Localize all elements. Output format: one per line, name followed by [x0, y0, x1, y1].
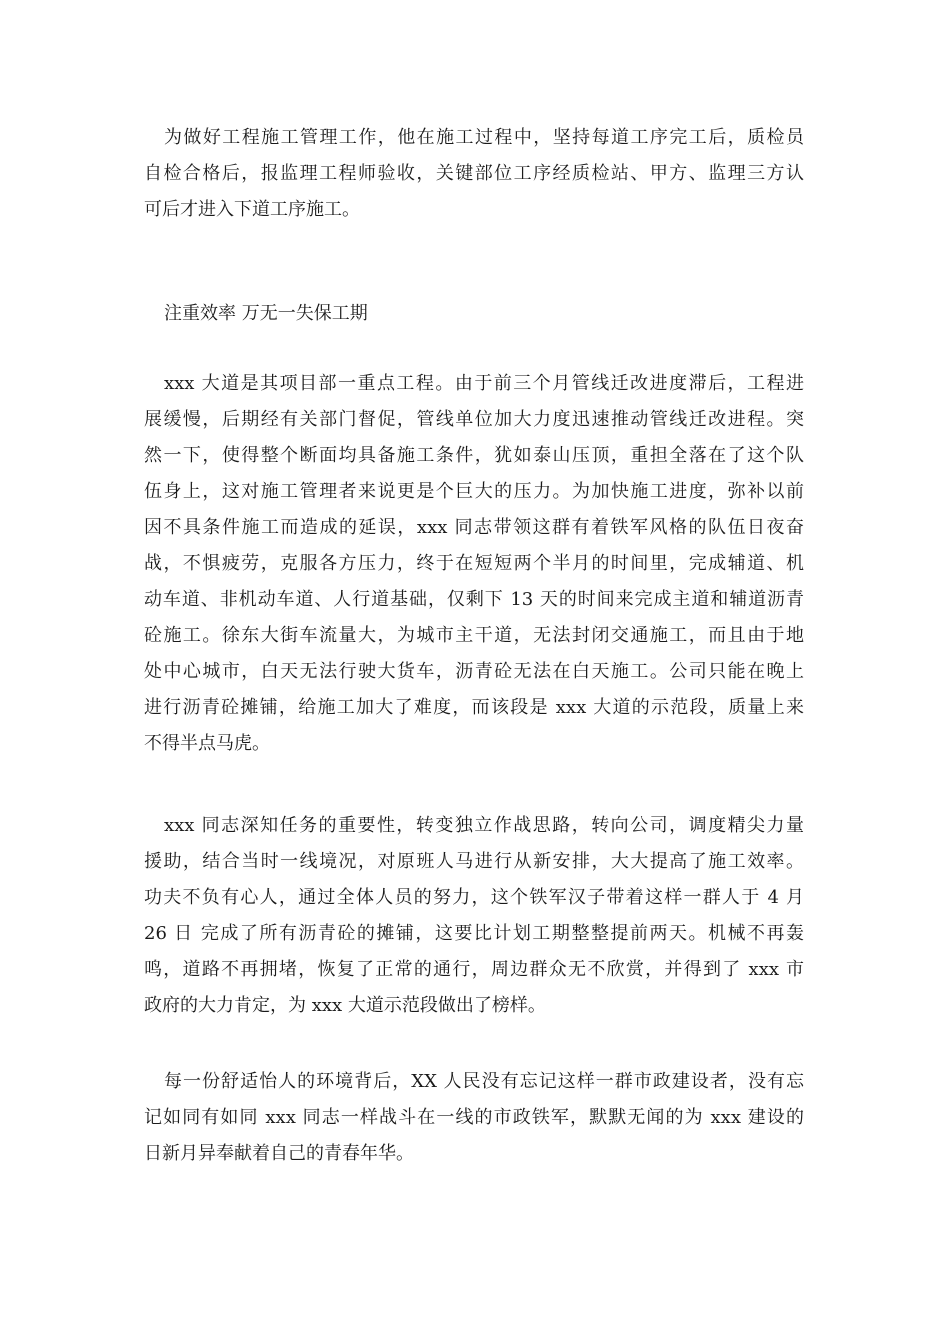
- text-line: 功夫不负有心人，通过全体人员的努力，这个铁军汉子带着这样一群人于 4 月: [144, 887, 804, 908]
- text-line: 日新月异奉献着自己的青春年华。: [144, 1143, 414, 1164]
- text-line: 政府的大力肯定，为 xxx 大道示范段做出了榜样。: [144, 995, 546, 1016]
- text-line: 然一下，使得整个断面均具备施工条件，犹如泰山压顶，重担全落在了这个队: [144, 445, 804, 466]
- text-line: 动车道、非机动车道、人行道基础，仅剩下 13 天的时间来完成主道和辅道沥青: [144, 589, 804, 610]
- text-line: 不得半点马虎。: [144, 733, 270, 754]
- text-line: 展缓慢，后期经有关部门督促，管线单位加大力度迅速推动管线迁改进程。突: [144, 409, 804, 430]
- text-line: 鸣，道路不再拥堵，恢复了正常的通行，周边群众无不欣赏，并得到了 xxx 市: [144, 959, 804, 980]
- text-line: 处中心城市，白天无法行驶大货车，沥青砼无法在白天施工。公司只能在晚上: [144, 661, 804, 682]
- heading-text: 注重效率 万无一失保工期: [164, 303, 368, 324]
- text-line: 援助，结合当时一线境况，对原班人马进行从新安排，大大提高了施工效率。: [144, 851, 804, 872]
- text-line: 26 日 完成了所有沥青砼的摊铺，这要比计划工期整整提前两天。机械不再轰: [144, 923, 804, 944]
- text-line: 砼施工。徐东大街车流量大，为城市主干道，无法封闭交通施工，而且由于地: [144, 625, 804, 646]
- text-line: 因不具条件施工而造成的延误，xxx 同志带领这群有着铁军风格的队伍日夜奋: [144, 517, 804, 538]
- text-line: 自检合格后，报监理工程师验收，关键部位工序经质检站、甲方、监理三方认: [144, 163, 804, 184]
- paragraph-task-completion: [144, 808, 804, 1024]
- text-line: 每一份舒适怡人的环境背后，XX 人民没有忘记这样一群市政建设者，没有忘: [164, 1071, 804, 1092]
- paragraph-project-progress: [144, 366, 804, 762]
- text-line: xxx 同志深知任务的重要性，转变独立作战思路，转向公司，调度精尖力量: [164, 815, 804, 836]
- paragraph-closing-tribute: [144, 1064, 804, 1172]
- text-line: xxx 大道是其项目部一重点工程。由于前三个月管线迁改进度滞后，工程进: [164, 373, 804, 394]
- text-line: 战，不惧疲劳，克服各方压力，终于在短短两个半月的时间里，完成辅道、机: [144, 553, 804, 574]
- text-line: 可后才进入下道工序施工。: [144, 199, 360, 220]
- text-line: 进行沥青砼摊铺，给施工加大了难度，而该段是 xxx 大道的示范段，质量上来: [144, 697, 804, 718]
- text-line: 伍身上，这对施工管理者来说更是个巨大的压力。为加快施工进度，弥补以前: [144, 481, 804, 502]
- section-heading: [144, 296, 804, 332]
- paragraph-quality-control: [144, 120, 804, 228]
- text-line: 记如同有如同 xxx 同志一样战斗在一线的市政铁军，默默无闻的为 xxx 建设的: [144, 1107, 804, 1128]
- text-line: 为做好工程施工管理工作，他在施工过程中，坚持每道工序完工后，质检员: [164, 127, 804, 148]
